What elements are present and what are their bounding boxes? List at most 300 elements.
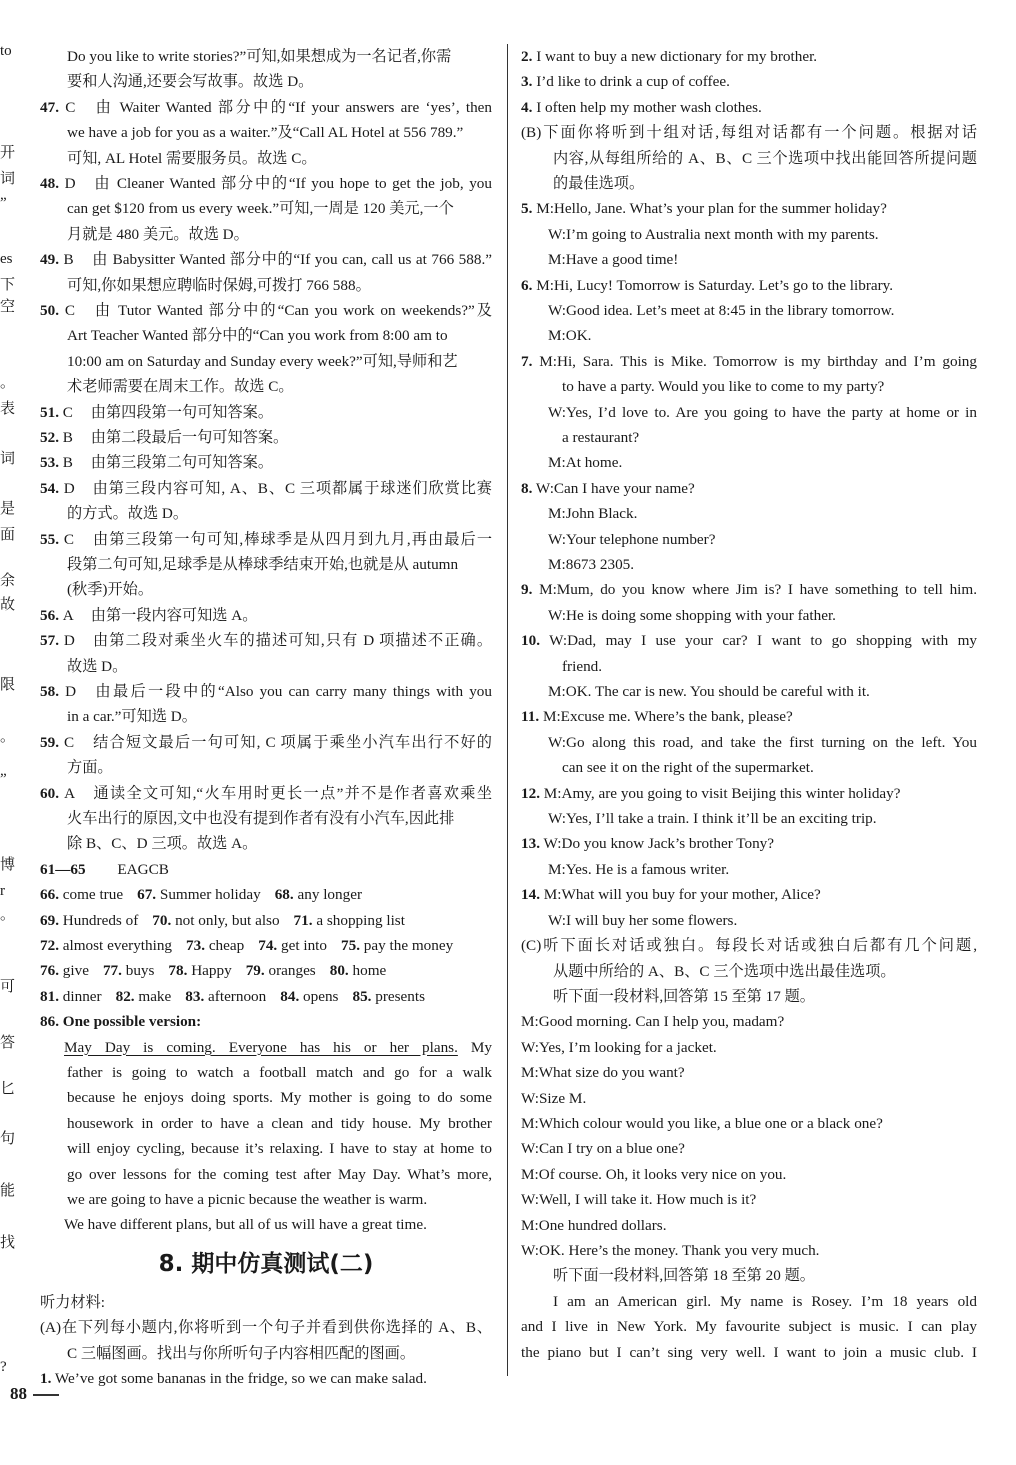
item-number: 12.: [521, 784, 540, 802]
text-line: [40, 222, 492, 247]
item-number: 8.: [521, 479, 533, 497]
line-text: 方面。: [67, 759, 113, 777]
answer-line: [40, 527, 492, 552]
edge-fragment: ?: [0, 1359, 7, 1375]
edge-fragment: 匕: [0, 1081, 16, 1097]
text-line: [40, 806, 492, 831]
section-title: 8. 期中仿真测试(二): [158, 1250, 374, 1277]
text-line: [521, 1111, 977, 1136]
text-line: [521, 603, 977, 628]
text-line: [40, 374, 492, 399]
text-line: [521, 984, 977, 1009]
text-line: [40, 1315, 492, 1340]
line-text: I am an American girl. My name is Rosey. I’m 18 years old: [553, 1292, 977, 1310]
item-number: 5.: [521, 200, 533, 218]
vocab-line: [40, 908, 492, 933]
text-line: [521, 501, 977, 526]
answer-line: [40, 450, 492, 475]
text-line: [521, 755, 977, 780]
line-text: M:Which colour would you like, a blue one or a black one?: [521, 1114, 883, 1132]
line-text: can see it on the right of the supermarket.: [562, 759, 814, 777]
item-number: 1.: [40, 1370, 52, 1388]
text-line: [521, 425, 977, 450]
item-number: 13.: [521, 835, 540, 853]
answer-line: [521, 95, 977, 120]
column-divider: [507, 44, 508, 1376]
text-line: [521, 146, 977, 171]
line-text: I often help my mother wash clothes.: [536, 98, 762, 116]
answer-letter: C: [64, 302, 75, 320]
item-number: 3.: [521, 73, 533, 91]
answer-line: [40, 476, 492, 501]
line-text: father is going to watch a football match and go for a walk: [67, 1064, 492, 1082]
item-number: 57.: [40, 632, 59, 650]
item-answer: dinner: [58, 987, 102, 1005]
edge-fragment: 博: [0, 857, 16, 873]
answer-line: [40, 400, 492, 425]
text-line: [521, 1263, 977, 1288]
edge-fragment: 是: [0, 501, 16, 517]
line-text: 月就是 480 美元。故选 D。: [67, 225, 249, 243]
line-text: (B)下面你将听到十组对话,每组对话都有一个问题。根据对话: [521, 124, 977, 142]
line-text: W:Well, I will take it. How much is it?: [521, 1191, 757, 1209]
text-line: [521, 908, 977, 933]
line-text: W:Can I have your name?: [535, 479, 695, 497]
answer-line: [521, 349, 977, 374]
left-edge-text: [0, 0, 16, 1400]
item-answer: Hundreds of: [58, 911, 139, 929]
item-answer: almost everything: [58, 937, 173, 955]
line-text: 由第三段第二句可知答案。: [90, 454, 274, 472]
line-text: M:OK. The car is new. You should be careful with it.: [548, 683, 870, 701]
answer-letter: C: [65, 98, 76, 116]
item-number: 67.: [137, 886, 157, 904]
item-answer: pay the money: [359, 937, 454, 955]
footer-dash: [33, 1394, 59, 1396]
text-line: [521, 679, 977, 704]
line-text: W:Yes, I’d love to. Are you going to have the party at home or in: [548, 403, 977, 421]
line-text: 10:00 am on Saturday and Sunday every week?”可知,导师和艺: [67, 352, 458, 370]
line-text: friend.: [562, 657, 603, 675]
text-line: [521, 527, 977, 552]
item-number: 69.: [40, 911, 59, 929]
item-number: 80.: [329, 962, 349, 980]
edge-fragment: 。: [0, 729, 16, 745]
text-line: [521, 171, 977, 196]
item-number: 59.: [40, 733, 59, 751]
answer-letter: A: [64, 784, 76, 802]
item-number: 78.: [168, 962, 188, 980]
text-line: [40, 323, 492, 348]
line-text: 由第三段内容可知, A、B、C 三项都属于球迷们欣赏比赛: [91, 479, 492, 497]
line-text: M:Hi, Lucy! Tomorrow is Saturday. Let’s go to the library.: [536, 276, 894, 294]
text-line: [521, 120, 977, 145]
answer-letter: D: [63, 479, 75, 497]
item-answer: buys: [121, 962, 155, 980]
line-text: we have a job for you as a waiter.”及“Call AL Hotel at 556 789.”: [67, 124, 464, 142]
answer-line: [521, 196, 977, 221]
answer-line: [40, 171, 492, 196]
text-line: [40, 501, 492, 526]
line-text: 由第二段对乘坐火车的描述可知,只有 D 项描述不正确。: [91, 632, 492, 650]
answer-letter: C: [62, 403, 73, 421]
answer-letter: B: [62, 454, 73, 472]
text-line: [40, 1212, 492, 1237]
text-line: [521, 1035, 977, 1060]
item-number: 66.: [40, 886, 59, 904]
item-number: 71.: [293, 911, 313, 929]
edge-fragment: 限: [0, 677, 16, 693]
line-text: the piano but I can’t sing very well. I want to join a music club. I: [521, 1343, 977, 1361]
item-answer: oranges: [264, 962, 316, 980]
text-line: [521, 1086, 977, 1111]
item-answer: cheap: [205, 937, 245, 955]
item-number: 76.: [40, 962, 59, 980]
line-text: 的最佳选项。: [553, 175, 645, 192]
text-line: [40, 704, 492, 729]
line-text: housework in order to have a clean and tidy house. My brother: [67, 1114, 492, 1132]
item-number: 82.: [115, 987, 135, 1005]
line-text: I’d like to drink a cup of coffee.: [536, 73, 730, 91]
line-text: 结合短文最后一句可知, C 项属于乘坐小汽车出行不好的: [91, 733, 492, 751]
text-line: [40, 349, 492, 374]
answer-line: [40, 857, 492, 882]
item-answer: presents: [371, 987, 426, 1005]
text-line: [40, 120, 492, 145]
item-number: 7.: [521, 352, 533, 370]
line-text: (C)听下面长对话或独白。每段长对话或独白后都有几个问题,: [521, 937, 977, 955]
line-text: M:Amy, are you going to visit Beijing this winter holiday?: [543, 784, 901, 802]
item-answer: make: [134, 987, 172, 1005]
text-line: [40, 552, 492, 577]
text-line: [521, 298, 977, 323]
answer-line: [40, 628, 492, 653]
answer-letter: D: [63, 632, 75, 650]
vocab-line: [40, 933, 492, 958]
item-answer: Happy: [187, 962, 232, 980]
answer-line: [521, 831, 977, 856]
edge-fragment: es: [0, 251, 13, 267]
text-line: [521, 1289, 977, 1314]
item-number: 58.: [40, 683, 59, 701]
item-number: 85.: [352, 987, 372, 1005]
item-number: 61—65: [40, 860, 86, 878]
edge-fragment: 词: [0, 451, 16, 467]
text-line: [40, 831, 492, 856]
answer-line: [521, 882, 977, 907]
text-line: [521, 374, 977, 399]
text-line: [40, 755, 492, 780]
text-line: [521, 959, 977, 984]
text-line: [521, 1136, 977, 1161]
line-text: can get $120 from us every week.”可知,一周是 120 美元,一个: [67, 200, 454, 218]
edge-fragment: to: [0, 43, 12, 59]
edge-fragment: 句: [0, 1131, 16, 1147]
answer-letter: B: [63, 251, 74, 269]
line-text: W:Yes, I’ll take a train. I think it’ll be an exciting trip.: [548, 810, 877, 828]
line-text: because he enjoys doing sports. My mother is going to do some: [67, 1089, 492, 1107]
item-number: 53.: [40, 454, 59, 472]
text-line: [40, 69, 492, 94]
item-answer: not only, but also: [171, 911, 280, 929]
line-text: We’ve got some bananas in the fridge, so we can make salad.: [54, 1370, 427, 1388]
vocab-line: [40, 882, 492, 907]
answer-line: [40, 730, 492, 755]
text-line: [521, 323, 977, 348]
answer-line: [521, 781, 977, 806]
item-number: 75.: [341, 937, 360, 955]
item-number: 10.: [521, 632, 540, 650]
edge-fragment: 找: [0, 1235, 16, 1251]
line-text: 由 Cleaner Wanted 部分中的“If you hope to get the job, you: [92, 175, 492, 193]
line-text: (A)在下列每小题内,你将听到一个句子并看到供你选择的 A、B、: [40, 1319, 492, 1337]
line-text: W:Your telephone number?: [548, 530, 716, 548]
line-text: M:Mum, do you know where Jim is? I have something to tell him.: [539, 581, 977, 599]
line-text: M:At home.: [548, 454, 623, 472]
underlined-sentence: May Day is coming. Everyone has his or her plans.: [64, 1038, 458, 1056]
line-text: 通读全文可知,“火车用时更长一点”并不是作者喜欢乘坐: [92, 784, 492, 802]
line-text: 除 B、C、D 三项。故选 A。: [67, 835, 258, 853]
item-number: 51.: [40, 403, 59, 421]
line-text: M:Of course. Oh, it looks very nice on you.: [521, 1165, 787, 1183]
left-column: [40, 44, 492, 1391]
item-answer: give: [58, 962, 89, 980]
text-line: [40, 1136, 492, 1161]
edge-fragment: 余: [0, 573, 16, 589]
line-text: Do you like to write stories?”可知,如果想成为一名记者,你需: [67, 48, 452, 65]
line-text: 火车出行的原因,文中也没有提到作者有没有小汽车,因此排: [67, 810, 455, 828]
text-line: [40, 1341, 492, 1366]
line-text: 由第三段第一句可知,棒球季是从四月到九月,再由最后一: [91, 530, 492, 548]
answer-line: [521, 704, 977, 729]
line-text: W:He is doing some shopping with your father.: [548, 606, 836, 624]
line-text: M:Have a good time!: [548, 251, 679, 269]
text-line: [521, 1238, 977, 1263]
line-text: 故选 D。: [67, 657, 128, 675]
item-number: 56.: [40, 606, 59, 624]
item-answer: home: [348, 962, 387, 980]
page-number: 88: [10, 1384, 27, 1403]
line-text: 由第四段第一句可知答案。: [90, 403, 274, 421]
line-text: Art Teacher Wanted 部分中的“Can you work from 8:00 am to: [67, 327, 448, 345]
item-answer: a shopping list: [312, 911, 405, 929]
line-text: to have a party. Would you like to come to my party?: [562, 378, 885, 396]
line-text: I want to buy a new dictionary for my brother.: [536, 48, 818, 65]
line-text: M:Excuse me. Where’s the bank, please?: [542, 708, 793, 726]
item-number: 9.: [521, 581, 533, 599]
edge-fragment: 故: [0, 597, 16, 613]
text-line: [521, 1340, 977, 1365]
line-text: 听下面一段材料,回答第 15 至第 17 题。: [553, 987, 815, 1005]
line-text: M:John Black.: [548, 505, 638, 523]
line-text: 由 Waiter Wanted 部分中的“If your answers are ‘yes’, then: [93, 98, 492, 116]
line-text: in a car.”可知选 D。: [67, 708, 197, 726]
item-number: 4.: [521, 98, 533, 116]
line-text: 由最后一段中的“Also you can carry many things with you: [93, 683, 492, 701]
text-line: [40, 1162, 492, 1187]
item-number: 81.: [40, 987, 59, 1005]
line-text: M:What will you buy for your mother, Alice?: [543, 886, 821, 904]
item-answer: afternoon: [204, 987, 267, 1005]
item-number: 77.: [102, 962, 122, 980]
item-number: 60.: [40, 784, 59, 802]
text-line: [40, 1290, 492, 1315]
line-text: W:OK. Here’s the money. Thank you very much.: [521, 1241, 820, 1259]
text-line: [521, 552, 977, 577]
edge-fragment: 空: [0, 299, 16, 315]
edge-fragment: 能: [0, 1183, 16, 1199]
page-footer: [10, 1384, 59, 1404]
line-text: W:Do you know Jack’s brother Tony?: [543, 835, 775, 853]
line-text: M:OK.: [548, 327, 592, 345]
item-answer: Summer holiday: [156, 886, 261, 904]
item-number: 14.: [521, 886, 540, 904]
item-number: 55.: [40, 530, 59, 548]
item-number: 73.: [186, 937, 206, 955]
answer-line: [40, 95, 492, 120]
edge-fragment: 。: [0, 375, 16, 391]
text-line: [521, 806, 977, 831]
item-number: 54.: [40, 479, 59, 497]
edge-fragment: 下: [0, 277, 16, 293]
line-text: W:Good idea. Let’s meet at 8:45 in the library tomorrow.: [548, 302, 895, 320]
line-text: 听下面一段材料,回答第 18 至第 20 题。: [553, 1267, 815, 1285]
answer-line: [521, 628, 977, 653]
item-answer: opens: [299, 987, 339, 1005]
line-text: 可知,你如果想应聘临时保姆,可拨打 766 588。: [67, 276, 371, 294]
edge-fragment: 面: [0, 527, 16, 543]
text-line: [40, 1187, 492, 1212]
answer-letter: D: [64, 175, 76, 193]
line-text: My: [457, 1038, 492, 1056]
item-number: 70.: [152, 911, 172, 929]
edge-fragment: 答: [0, 1035, 16, 1051]
line-text: We have different plans, but all of us will have a great time.: [64, 1216, 427, 1234]
line-text: go over lessons for the coming test after May Day. What’s more,: [67, 1165, 492, 1183]
text-line: [521, 222, 977, 247]
item-number: 2.: [521, 48, 533, 65]
line-text: 由 Babysitter Wanted 部分中的“If you can, call us at 766 588.”: [91, 251, 492, 269]
item-number: 49.: [40, 251, 59, 269]
answer-letter: C: [63, 530, 75, 548]
item-number: 68.: [274, 886, 294, 904]
answer-letter: C: [63, 733, 75, 751]
line-text: 段第二句可知,足球季是从棒球季结束开始,也就是从 autumn: [67, 556, 459, 574]
answer-line: [40, 603, 492, 628]
text-line: [40, 44, 492, 69]
text-line: [521, 730, 977, 755]
text-line: [40, 273, 492, 298]
text-line: [521, 247, 977, 272]
line-text: 术老师需要在周末工作。故选 C。: [67, 378, 294, 396]
line-text: 由第二段最后一句可知答案。: [90, 429, 289, 447]
item-number: 11.: [521, 708, 540, 726]
line-text: 由 Tutor Wanted 部分中的“Can you work on weekends?”及: [92, 302, 492, 320]
text-line: [521, 654, 977, 679]
edge-fragment: r: [0, 883, 5, 899]
answer-letter: D: [65, 683, 77, 701]
line-text: W:Dad, may I use your car? I want to go shopping with my: [549, 632, 977, 650]
line-text: a restaurant?: [562, 429, 640, 447]
answer-line: [40, 679, 492, 704]
sample-heading: 86. One possible version:: [40, 1013, 202, 1031]
text-line: [40, 577, 492, 602]
line-text: (秋季)开始。: [67, 581, 154, 599]
edge-fragment: 表: [0, 401, 16, 417]
text-line: [521, 1060, 977, 1085]
line-text: M:Good morning. Can I help you, madam?: [521, 1013, 785, 1031]
answer-line: [521, 273, 977, 298]
edge-fragment: ”: [0, 771, 7, 787]
text-line: [40, 1111, 492, 1136]
text-line: [40, 1060, 492, 1085]
text-line: [40, 196, 492, 221]
line-text: W:I’m going to Australia next month with my parents.: [548, 225, 879, 243]
line-text: M:8673 2305.: [548, 556, 635, 574]
item-number: 72.: [40, 937, 59, 955]
line-text: 听力材料:: [40, 1293, 105, 1311]
answer-line: [521, 577, 977, 602]
item-number: 50.: [40, 302, 59, 320]
item-number: 48.: [40, 175, 59, 193]
item-number: 74.: [258, 937, 278, 955]
answer-line: [521, 44, 977, 69]
answer-line: [521, 476, 977, 501]
text-line: [521, 857, 977, 882]
text-line: [521, 1314, 977, 1339]
answer-letter: A: [62, 606, 74, 624]
line-text: M:Hi, Sara. This is Mike. Tomorrow is my birthday and I’m going: [539, 352, 977, 370]
text-line: [521, 1213, 977, 1238]
answer-line: [40, 247, 492, 272]
vocab-line: [40, 958, 492, 983]
text-line: [521, 1162, 977, 1187]
edge-fragment: 词: [0, 171, 16, 187]
text-line: [40, 654, 492, 679]
line-text: 内容,从每组所给的 A、B、C 三个选项中找出能回答所提问题: [553, 149, 977, 167]
text-line: [521, 933, 977, 958]
line-text: will enjoy cycling, because it’s relaxing. I have to stay at home to: [67, 1140, 492, 1158]
item-number: 52.: [40, 429, 59, 447]
line-text: 从题中所给的 A、B、C 三个选项中选出最佳选项。: [553, 962, 896, 980]
edge-fragment: 开: [0, 145, 16, 161]
answer-line: [40, 298, 492, 323]
line-text: and I live in New York. My favourite subject is music. I can play: [521, 1318, 977, 1336]
line-text: 的方式。故选 D。: [67, 505, 189, 523]
text-line: [40, 146, 492, 171]
line-text: 由第一段内容可知选 A。: [90, 606, 258, 624]
right-column: [521, 44, 977, 1365]
item-number: 47.: [40, 98, 59, 116]
line-text: W:Can I try on a blue one?: [521, 1140, 685, 1158]
line-text: M:What size do you want?: [521, 1064, 685, 1082]
item-number: 6.: [521, 276, 533, 294]
edge-fragment: ”: [0, 195, 7, 211]
item-answer: get into: [277, 937, 327, 955]
text-line: [521, 1009, 977, 1034]
line-text: 可知, AL Hotel 需要服务员。故选 C。: [67, 149, 317, 167]
text-line: [521, 450, 977, 475]
line-text: M:One hundred dollars.: [521, 1216, 667, 1234]
item-number: 79.: [245, 962, 265, 980]
line-text: we are going to have a picnic because the weather is warm.: [67, 1191, 428, 1209]
answer-line: [40, 781, 492, 806]
line-text: W:Size M.: [521, 1089, 587, 1107]
edge-fragment: 可: [0, 979, 16, 995]
line-text: W:I will buy her some flowers.: [548, 911, 738, 929]
answer-line: [521, 69, 977, 94]
text-line: [40, 1085, 492, 1110]
